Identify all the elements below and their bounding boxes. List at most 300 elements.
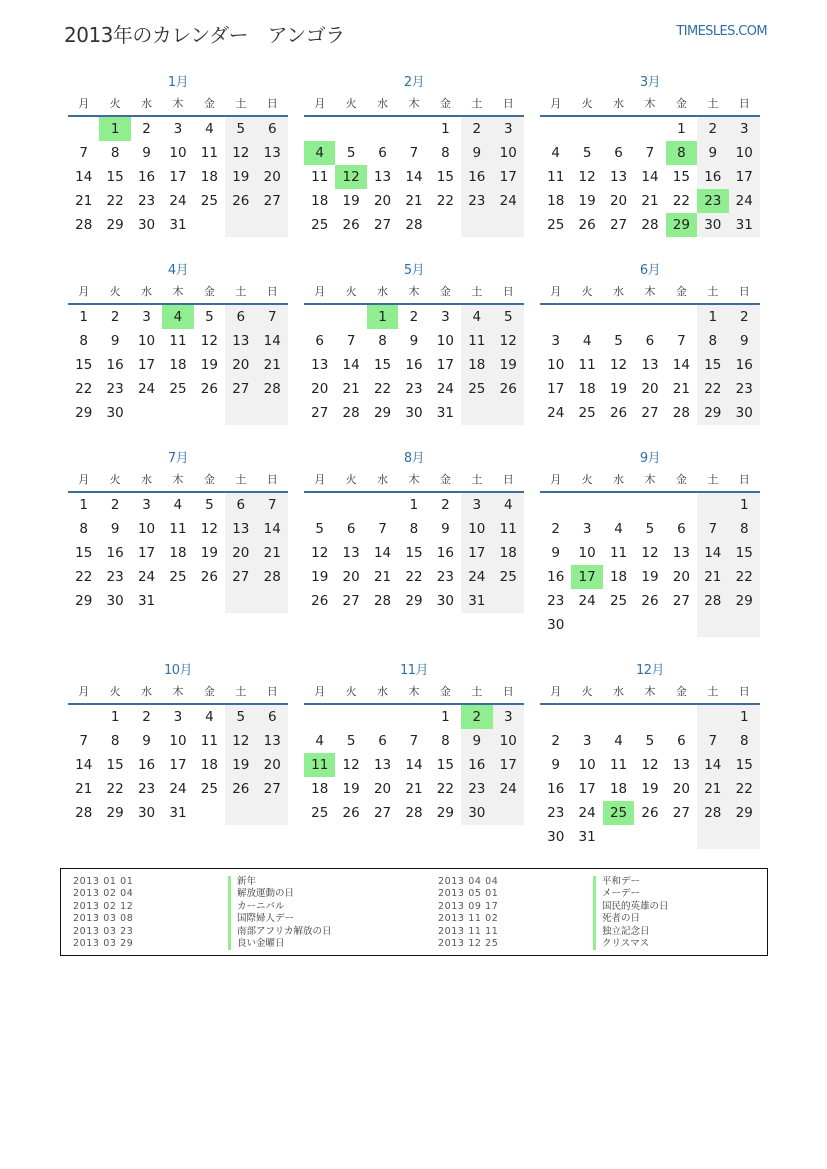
day-cell: 18: [169, 357, 187, 373]
day-cell: 25: [461, 377, 492, 401]
day-cell: 15: [729, 753, 760, 777]
day-cell: 16: [461, 753, 492, 777]
day-grid: [540, 117, 760, 237]
day-cell: 19: [609, 381, 628, 397]
day-cell: 13: [257, 141, 288, 165]
month-name: 9月: [639, 451, 661, 466]
day-cell: 19: [200, 545, 218, 561]
day-cell: 13: [257, 729, 288, 753]
holiday-row: [438, 926, 669, 938]
empty-cell: [697, 493, 728, 517]
day-cell: 23: [461, 777, 492, 801]
weekday-label: 水: [377, 97, 389, 110]
weekday-label: 金: [203, 685, 215, 698]
weekday-label: 火: [581, 685, 593, 698]
holiday-name: 良い金曜日: [228, 938, 285, 950]
day-cell: 25: [200, 193, 218, 209]
weekday-label: 日: [502, 473, 514, 486]
day-cell: 5: [614, 333, 623, 349]
day-cell: 28: [641, 217, 659, 233]
empty-cell: [634, 825, 665, 849]
day-cell: 15: [106, 169, 124, 185]
day-cell: 4: [614, 733, 623, 749]
holiday-date: 2013 11 02: [438, 913, 499, 925]
empty-cell: [603, 493, 634, 517]
day-cell: 30: [106, 405, 124, 421]
day-cell: 6: [346, 521, 356, 537]
brand-logo[interactable]: TIMESLES.COM: [676, 24, 767, 39]
day-cell: 1: [110, 709, 120, 725]
weekday-header: [540, 681, 760, 705]
day-cell: 9: [461, 141, 492, 165]
weekday-label: 木: [644, 97, 656, 110]
day-cell: 7: [257, 493, 288, 517]
day-cell: 19: [493, 353, 524, 377]
day-cell: 27: [257, 189, 288, 213]
day-cell: 2: [729, 305, 760, 329]
holiday-date: 2013 05 01: [438, 888, 499, 900]
day-cell: 25: [578, 405, 596, 421]
holiday-list: [60, 868, 768, 956]
empty-cell: [225, 801, 256, 825]
day-cell: 8: [110, 733, 120, 749]
day-cell: 14: [342, 357, 360, 373]
day-cell: 26: [641, 805, 659, 821]
day-cell: 25: [169, 569, 187, 585]
day-cell: 1: [79, 309, 88, 325]
day-cell: 16: [697, 165, 728, 189]
weekday-label: 日: [266, 685, 278, 698]
day-cell: 26: [225, 189, 256, 213]
holiday-date: 2013 04 04: [438, 876, 499, 887]
empty-cell: [666, 493, 697, 517]
weekday-label: 水: [141, 685, 153, 698]
day-cell: 5: [645, 733, 655, 749]
empty-cell: [162, 401, 193, 425]
day-cell: 29: [373, 405, 392, 421]
weekday-label: 木: [408, 473, 420, 486]
day-cell: 20: [257, 165, 288, 189]
weekday-label: 木: [408, 285, 420, 298]
empty-cell: [304, 493, 335, 517]
day-cell: 29: [106, 217, 124, 233]
holiday-row: [73, 901, 332, 913]
day-cell: 31: [436, 405, 454, 421]
day-cell: 28: [672, 405, 690, 421]
day-cell: 6: [225, 493, 256, 517]
holiday-row: [438, 913, 669, 925]
day-grid: [68, 705, 288, 825]
weekday-label: 火: [109, 97, 121, 110]
day-grid: [68, 117, 288, 237]
weekday-label: 月: [550, 285, 562, 298]
day-cell: 30: [461, 801, 492, 825]
day-cell: 20: [311, 381, 329, 397]
day-cell: 21: [257, 541, 288, 565]
day-cell: 6: [225, 305, 256, 329]
empty-cell: [367, 117, 398, 141]
day-cell: 18: [169, 545, 187, 561]
day-cell: 3: [551, 333, 560, 349]
day-cell: 1: [79, 497, 88, 513]
day-cell: 28: [342, 405, 360, 421]
day-cell: 5: [645, 521, 655, 537]
empty-cell: [571, 493, 602, 517]
day-cell: 11: [200, 733, 218, 749]
holiday-row: [438, 901, 669, 913]
day-cell: 5: [205, 309, 214, 325]
day-cell: 8: [441, 733, 450, 749]
day-cell: 2: [697, 117, 728, 141]
weekday-label: 土: [235, 285, 247, 298]
day-cell: 5: [346, 733, 356, 749]
day-cell: 23: [547, 805, 565, 821]
empty-cell: [304, 305, 335, 329]
empty-cell: [697, 705, 728, 729]
empty-cell: [540, 705, 571, 729]
day-cell: 13: [609, 169, 628, 185]
day-cell: 15: [405, 545, 423, 561]
day-cell: 18: [200, 757, 218, 773]
day-cell: 30: [405, 405, 423, 421]
day-cell: 12: [200, 333, 218, 349]
day-cell: 10: [169, 733, 187, 749]
day-cell: 13: [225, 329, 256, 353]
day-cell: 27: [225, 377, 256, 401]
day-cell: 10: [493, 141, 524, 165]
empty-cell: [194, 801, 225, 825]
empty-cell: [257, 589, 288, 613]
day-cell: 7: [257, 305, 288, 329]
weekday-label: 土: [471, 285, 483, 298]
day-cell: 17: [461, 541, 492, 565]
day-cell: 22: [436, 193, 454, 209]
day-cell: 4: [493, 493, 524, 517]
day-cell: 30: [547, 617, 565, 633]
day-cell: 12: [225, 141, 256, 165]
day-cell: 19: [342, 781, 360, 797]
day-cell: 20: [257, 753, 288, 777]
day-cell: 26: [311, 593, 329, 609]
day-cell: 26: [225, 777, 256, 801]
day-cell: 5: [493, 305, 524, 329]
day-cell: 16: [436, 545, 454, 561]
day-cell: 24: [547, 405, 565, 421]
day-cell: 17: [578, 781, 596, 797]
weekday-label: 月: [550, 685, 562, 698]
day-cell: 31: [169, 805, 187, 821]
empty-cell: [634, 613, 665, 637]
day-cell: 11: [547, 169, 565, 185]
weekday-label: 水: [141, 473, 153, 486]
day-cell: 19: [200, 357, 218, 373]
weekday-label: 木: [644, 685, 656, 698]
day-cell: 10: [169, 145, 187, 161]
day-cell: 10: [461, 517, 492, 541]
day-cell: 23: [106, 569, 124, 585]
day-cell: 22: [106, 193, 124, 209]
day-cell: 11: [200, 145, 218, 161]
day-cell: 3: [441, 309, 450, 325]
day-cell: 9: [441, 521, 450, 537]
day-cell: 19: [225, 753, 256, 777]
day-cell: 5: [225, 117, 256, 141]
empty-cell: [634, 305, 665, 329]
month-name: 10月: [163, 663, 193, 678]
day-cell: 15: [436, 757, 454, 773]
weekday-label: 月: [314, 285, 326, 298]
day-grid: [304, 705, 524, 825]
day-cell: 10: [578, 757, 596, 773]
empty-cell: [493, 213, 524, 237]
day-cell: 9: [551, 545, 560, 561]
holiday-row: [73, 926, 332, 938]
holiday-list-right: [438, 876, 669, 950]
weekday-label: 火: [581, 285, 593, 298]
holiday-date: 2013 11 11: [438, 925, 499, 937]
day-cell: 30: [729, 401, 760, 425]
day-cell: 28: [405, 217, 423, 233]
weekday-label: 月: [78, 685, 90, 698]
day-cell: 29: [75, 405, 93, 421]
weekday-header: [304, 93, 524, 117]
empty-cell: [304, 705, 335, 729]
day-cell: 24: [493, 189, 524, 213]
day-cell: 4: [205, 121, 214, 137]
day-cell: 3: [582, 733, 592, 749]
day-cell: 1: [729, 705, 760, 729]
holiday-row: [73, 888, 332, 900]
empty-cell: [603, 305, 634, 329]
day-cell: 5: [205, 497, 214, 513]
day-cell: 17: [493, 753, 524, 777]
empty-cell: [257, 801, 288, 825]
empty-cell: [571, 117, 602, 141]
weekday-label: 土: [471, 685, 483, 698]
empty-cell: [430, 213, 461, 237]
weekday-label: 木: [172, 285, 184, 298]
weekday-label: 月: [550, 97, 562, 110]
day-cell: 21: [405, 781, 423, 797]
day-cell: 8: [729, 729, 760, 753]
day-cell: 8: [441, 145, 450, 161]
day-cell: 15: [436, 169, 454, 185]
day-cell: 8: [378, 333, 387, 349]
holiday-name: カーニバル: [228, 901, 285, 913]
day-cell: 1: [409, 497, 419, 513]
day-cell: 28: [697, 801, 728, 825]
day-cell: 18: [493, 541, 524, 565]
day-cell: 23: [106, 381, 124, 397]
day-cell: 19: [641, 781, 659, 797]
day-cell: 18: [311, 781, 329, 797]
weekday-label: 土: [707, 685, 719, 698]
day-cell: 9: [551, 757, 560, 773]
holiday-date: 2013 12 25: [438, 937, 499, 949]
weekday-label: 水: [141, 97, 153, 110]
day-cell: 13: [311, 357, 329, 373]
holiday-row: [73, 876, 332, 888]
weekday-label: 水: [377, 473, 389, 486]
day-cell: 14: [697, 753, 728, 777]
empty-cell: [367, 493, 398, 517]
weekday-label: 土: [235, 685, 247, 698]
weekday-label: 土: [707, 97, 719, 110]
day-cell: 16: [547, 569, 565, 585]
empty-cell: [729, 825, 760, 849]
day-cell: 11: [578, 357, 596, 373]
day-cell: 12: [578, 169, 596, 185]
day-cell: 8: [110, 145, 120, 161]
day-cell: 28: [373, 593, 392, 609]
empty-cell: [257, 401, 288, 425]
day-cell: 11: [461, 329, 492, 353]
empty-cell: [603, 117, 634, 141]
day-cell: 23: [547, 593, 565, 609]
day-cell: 16: [137, 169, 156, 185]
day-cell: 25: [311, 805, 329, 821]
day-cell: 28: [75, 217, 93, 233]
day-cell: 21: [75, 781, 93, 797]
day-cell: 13: [641, 357, 659, 373]
weekday-label: 土: [707, 285, 719, 298]
day-cell: 12: [493, 329, 524, 353]
day-cell: 23: [137, 193, 156, 209]
day-cell: 24: [578, 805, 596, 821]
weekday-label: 金: [203, 97, 215, 110]
day-cell: 24: [729, 189, 760, 213]
day-cell: 21: [405, 193, 423, 209]
day-cell: 19: [225, 165, 256, 189]
day-cell: 12: [342, 757, 360, 773]
day-cell: 11: [609, 545, 628, 561]
day-cell: 2: [551, 733, 560, 749]
day-cell: 5: [315, 521, 324, 537]
empty-cell: [493, 589, 524, 613]
day-cell: 8: [79, 521, 88, 537]
empty-cell: [194, 401, 225, 425]
day-cell: 28: [75, 805, 93, 821]
weekday-label: 水: [377, 685, 389, 698]
day-cell: 26: [641, 593, 659, 609]
day-cell: 25: [547, 217, 565, 233]
holiday-row: [438, 938, 669, 950]
day-cell: 18: [609, 569, 628, 585]
weekday-label: 日: [738, 473, 750, 486]
day-cell: 27: [672, 805, 690, 821]
day-cell: 4: [582, 333, 592, 349]
day-cell: 25: [200, 781, 218, 797]
empty-cell: [571, 613, 602, 637]
month-2: [304, 73, 524, 237]
holiday-name: クリスマス: [593, 938, 649, 950]
day-cell: 15: [729, 541, 760, 565]
weekday-label: 月: [78, 285, 90, 298]
day-cell: 11: [609, 757, 628, 773]
empty-cell: [603, 613, 634, 637]
holiday-name: 国民的英雄の日: [593, 901, 669, 913]
holiday-list-left: [73, 876, 332, 950]
month-name: 5月: [403, 263, 425, 278]
day-cell: 26: [342, 217, 360, 233]
weekday-header: [68, 681, 288, 705]
month-12: [540, 661, 760, 849]
day-cell: 12: [311, 545, 329, 561]
day-cell: 15: [373, 357, 392, 373]
month-name: 3月: [639, 75, 661, 90]
empty-cell: [666, 305, 697, 329]
weekday-label: 日: [738, 685, 750, 698]
day-cell: 29: [405, 593, 423, 609]
day-cell: 22: [373, 381, 392, 397]
day-cell: 9: [729, 329, 760, 353]
day-cell: 18: [461, 353, 492, 377]
day-cell: 27: [373, 805, 392, 821]
day-cell: 15: [672, 169, 690, 185]
day-cell: 18: [200, 169, 218, 185]
weekday-label: 木: [172, 685, 184, 698]
day-cell: 12: [641, 757, 659, 773]
holiday-name: 国際婦人デー: [228, 913, 294, 925]
day-cell: 1: [729, 493, 760, 517]
day-cell: 26: [342, 805, 360, 821]
holiday-date: 2013 03 23: [73, 925, 134, 937]
empty-cell: [398, 117, 429, 141]
day-cell: 11: [169, 521, 187, 537]
weekday-header: [68, 469, 288, 493]
day-cell: 24: [578, 593, 596, 609]
weekday-label: 金: [675, 685, 687, 698]
day-cell: 29: [697, 401, 728, 425]
day-cell: 16: [461, 165, 492, 189]
day-cell: 15: [75, 357, 93, 373]
day-cell: 1: [441, 709, 450, 725]
day-cell: 5: [346, 145, 356, 161]
month-name: 11月: [399, 663, 429, 678]
day-grid: [304, 493, 524, 613]
weekday-label: 月: [78, 97, 90, 110]
day-cell: 14: [75, 757, 93, 773]
day-cell: 20: [641, 381, 659, 397]
day-cell: 21: [641, 193, 659, 209]
day-cell: 7: [409, 733, 419, 749]
month-10: [68, 661, 288, 825]
day-cell: 20: [225, 541, 256, 565]
day-cell: 3: [142, 309, 151, 325]
day-cell: 7: [79, 733, 88, 749]
day-cell: 25: [609, 593, 628, 609]
weekday-label: 木: [644, 285, 656, 298]
holiday-day-cell: 2: [461, 705, 492, 729]
page-title: 2013年のカレンダー アンゴラ: [64, 23, 345, 47]
day-cell: 7: [677, 333, 686, 349]
day-cell: 26: [200, 569, 218, 585]
empty-cell: [697, 825, 728, 849]
day-cell: 6: [645, 333, 655, 349]
day-cell: 9: [110, 333, 120, 349]
day-cell: 13: [225, 517, 256, 541]
month-name: 7月: [167, 451, 189, 466]
day-cell: 27: [641, 405, 659, 421]
day-cell: 1: [677, 121, 686, 137]
day-cell: 4: [315, 733, 324, 749]
day-cell: 16: [405, 357, 423, 373]
day-cell: 8: [409, 521, 419, 537]
month-4: [68, 261, 288, 425]
weekday-label: 水: [613, 685, 625, 698]
holiday-date: 2013 03 08: [73, 913, 134, 925]
day-cell: 6: [677, 521, 686, 537]
